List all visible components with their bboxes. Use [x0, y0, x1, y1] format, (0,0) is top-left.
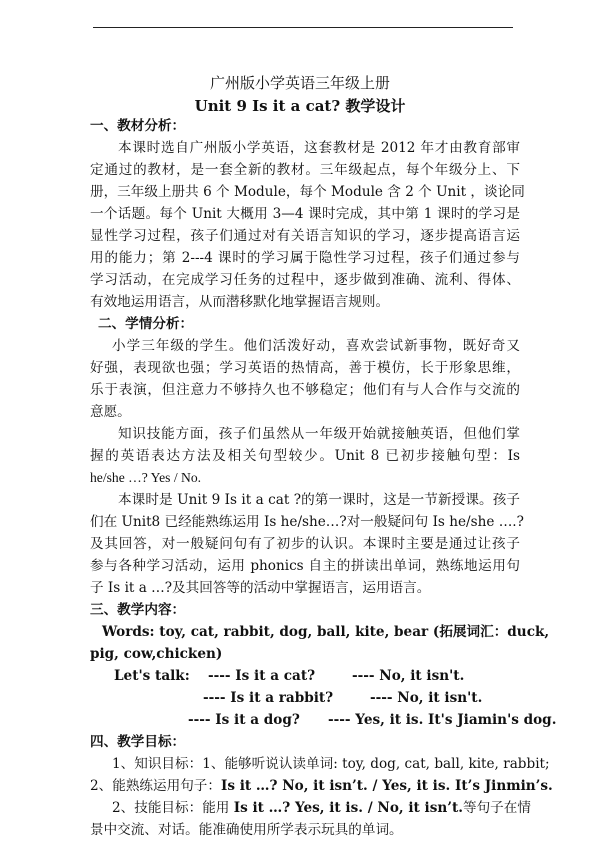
- section-3-heading: 三、教学内容：: [90, 602, 186, 618]
- paragraph-line: 乐于表演，但注意力不够持久也不够稳定；他们有与人合作与交流的: [90, 382, 520, 398]
- talk-question: ---- Is it a dog?: [188, 712, 300, 728]
- paragraph-line: 子 Is it a …?及其回答等的活动中掌握语言，运用语言。: [90, 580, 431, 596]
- paragraph-text: 等句子在情: [462, 800, 531, 816]
- doc-subtitle: Unit 9 Is it a cat? 教学设计: [194, 97, 406, 115]
- doc-title: 广州版小学英语三年级上册: [209, 74, 390, 92]
- talk-label: Let's talk:: [114, 668, 190, 684]
- paragraph-line: 握的英语表达方法及相关句型较少。Unit 8 已初步接触句型：Is: [90, 448, 520, 464]
- paragraph-line: 们在 Unit8 已经能熟练运用 Is he/she…?对一般疑问句 Is he/she ….?: [90, 514, 524, 530]
- section-1-heading: 一、教材分析：: [90, 118, 186, 134]
- paragraph-line: 用的能力；第 2---4 课时的学习属于隐性学习过程，孩子们通过参与: [90, 250, 520, 266]
- paragraph-line: 意愿。: [90, 404, 131, 420]
- section-4-heading: 四、教学目标：: [90, 734, 186, 750]
- paragraph-line: 本课时是 Unit 9 Is it a cat ?的第一课时，这是一节新授课。孩子: [118, 492, 520, 508]
- talk-question: ---- Is it a cat?: [208, 668, 316, 684]
- paragraph-line: 学习活动，在完成学习任务的过程中，逐步做到准确、流利、得体、: [90, 272, 520, 288]
- paragraph-line: 显性学习过程，孩子们通过对有关语言知识的学习，逐步提高语言运: [90, 228, 520, 244]
- paragraph-line: 一个话题。每个 Unit 大概用 3—4 课时完成，其中第 1 课时的学习是: [90, 206, 520, 222]
- paragraph-line: he/she …? Yes / No.: [90, 470, 202, 485]
- paragraph-line: [90, 776, 553, 796]
- paragraph-text: 2、技能目标：能用: [112, 800, 234, 816]
- paragraph-text: 2、能熟练运用句子：: [90, 778, 221, 794]
- paragraph-line: 及其回答，对一般疑问句有了初步的认识。本课时主要是通过让孩子: [90, 536, 520, 552]
- paragraph-line: 小学三年级的学生。他们活泼好动，喜欢尝试新事物，既好奇又: [112, 338, 520, 354]
- paragraph-line: 册，三年级上册共 6 个 Module，每个 Module 含 2 个 Unit ，谈论同: [90, 184, 525, 200]
- bold-sentence: Is it …? Yes, it is. / No, it isn’t.: [233, 800, 463, 816]
- talk-answer: ---- Yes, it is. It's Jiamin's dog.: [328, 712, 557, 728]
- section-2-heading: 二、学情分析：: [98, 316, 194, 332]
- paragraph-line: 有效地运用语言，从而潜移默化地掌握语言规则。: [90, 294, 390, 310]
- paragraph-line: 定通过的教材，是一套全新的教材。三年级起点，每个年级分上、下: [90, 162, 520, 178]
- paragraph-line: 参与各种学习活动，运用 phonics 自主的拼读出单词，熟练地运用句: [90, 558, 520, 574]
- paragraph-line: 1、知识目标：1、能够听说认读单词: toy, dog, cat, ball, kite, rabbit;: [112, 756, 550, 772]
- paragraph-line: 本课时选自广州版小学英语，这套教材是 2012 年才由教育部审: [118, 140, 520, 156]
- paragraph-line: 景中交流、对话。能准确使用所学表示玩具的单词。: [90, 822, 403, 838]
- talk-answer: ---- No, it isn't.: [370, 690, 483, 706]
- paragraph-line: 好强，表现欲也强；学习英语的热情高，善于模仿，长于形象思维，: [90, 360, 520, 376]
- talk-answer: ---- No, it isn't.: [352, 668, 465, 684]
- top-rule: [93, 27, 513, 28]
- words-line: Words: toy, cat, rabbit, dog, ball, kite, bear (拓展词汇：duck,: [102, 624, 550, 640]
- talk-question: ---- Is it a rabbit?: [203, 690, 334, 706]
- words-line: pig, cow,chicken): [90, 646, 223, 662]
- paragraph-line: [112, 798, 531, 818]
- paragraph-line: 知识技能方面，孩子们虽然从一年级开始就接触英语，但他们掌: [118, 426, 520, 442]
- bold-sentence: Is it …? No, it isn’t. / Yes, it is. It’s Jinmin’s.: [221, 778, 553, 794]
